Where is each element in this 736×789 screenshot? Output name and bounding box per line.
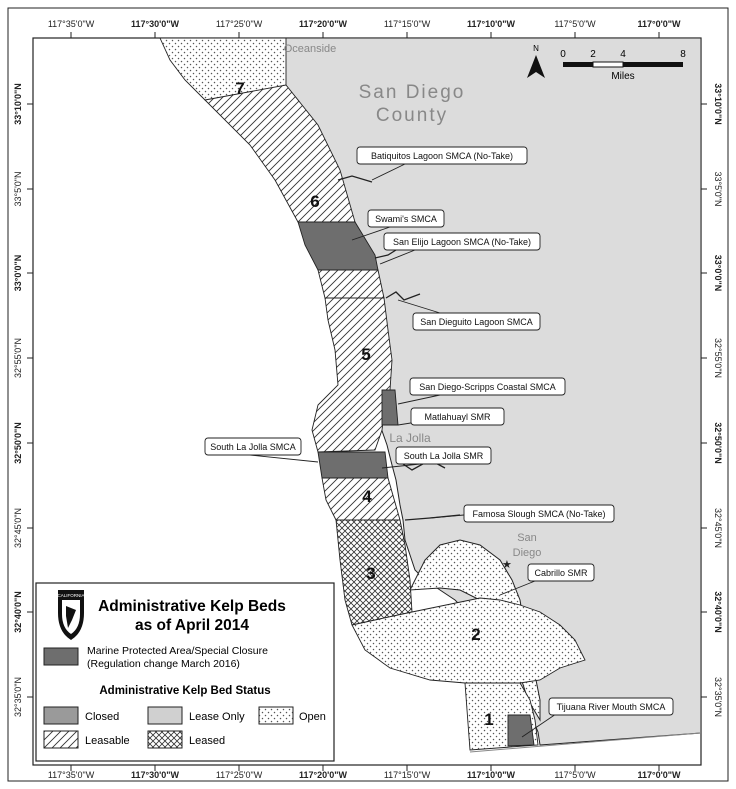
- zone-number-6: 6: [310, 192, 320, 211]
- lease-only-swatch: [148, 707, 182, 724]
- mpa-label-line1: Marine Protected Area/Special Closure: [87, 645, 268, 657]
- mpa-label-line2: (Regulation change March 2016): [87, 658, 240, 670]
- callout-label-9: Cabrillo SMR: [534, 568, 588, 578]
- lon-tick-top-3: 117°20'0"W: [298, 19, 348, 29]
- lon-tick-top-7: 117°0'0"W: [637, 19, 681, 29]
- lat-tick-left-1: 33°5'0"N: [13, 171, 23, 207]
- zone-number-7: 7: [235, 79, 245, 98]
- leasable-label: Leasable: [85, 735, 130, 747]
- lat-tick-right-4: 32°50'0"N: [713, 422, 723, 464]
- callout-label-6: South La Jolla SMCA: [210, 442, 296, 452]
- callout-label-4: San Diego-Scripps Coastal SMCA: [419, 382, 556, 392]
- lon-tick-bottom-2: 117°25'0"W: [215, 770, 263, 780]
- lon-tick-bottom-3: 117°20'0"W: [298, 770, 348, 780]
- lon-tick-top-0: 117°35'0"W: [47, 19, 95, 29]
- lon-tick-top-4: 117°15'0"W: [383, 19, 431, 29]
- scale-tick-8: 8: [680, 49, 686, 60]
- open-label: Open: [299, 711, 326, 723]
- zone-number-5: 5: [361, 345, 371, 364]
- lat-tick-right-3: 32°55'0"N: [713, 337, 723, 379]
- callout-label-7: South La Jolla SMR: [403, 451, 484, 461]
- callout-label-5: Matlahuayl SMR: [424, 412, 491, 422]
- callout-label-0: Batiquitos Lagoon SMCA (No-Take): [370, 151, 514, 161]
- star-icon: ★: [502, 559, 512, 571]
- lat-tick-right-7: 32°35'0"N: [713, 676, 723, 718]
- lat-tick-right-0: 33°10'0"N: [713, 83, 723, 125]
- callout-5: [398, 408, 504, 425]
- north-label: N: [533, 44, 539, 53]
- scale-unit: Miles: [611, 71, 635, 82]
- leasable-swatch: [44, 731, 78, 748]
- lat-tick-right-6: 32°40'0"N: [713, 591, 723, 633]
- lon-tick-bottom-6: 117°5'0"W: [554, 770, 596, 780]
- scale-tick-2: 2: [590, 49, 596, 60]
- oceanside-label: Oceanside: [283, 43, 337, 55]
- open-swatch: [259, 707, 293, 724]
- logo-text: CALIFORNIA: [57, 593, 85, 598]
- lat-tick-left-6: 32°40'0"N: [13, 591, 23, 633]
- san-diego-label-line2: Diego: [512, 547, 542, 559]
- leased-swatch: [148, 731, 182, 748]
- lon-tick-top-6: 117°5'0"W: [554, 19, 596, 29]
- closed-swatch: [44, 707, 78, 724]
- lon-tick-top-2: 117°25'0"W: [215, 19, 263, 29]
- la-jolla-label: La Jolla: [389, 431, 431, 445]
- county-label-line1: San Diego: [358, 82, 466, 103]
- tijuana-smca-area: [508, 715, 534, 746]
- lon-tick-bottom-1: 117°30'0"W: [130, 770, 180, 780]
- lat-tick-left-4: 32°50'0"N: [13, 422, 23, 464]
- san-diego-label-line1: San: [517, 532, 537, 544]
- lat-tick-left-2: 33°0'0"N: [13, 254, 23, 292]
- leased-label: Leased: [189, 735, 226, 747]
- callout-label-10: Tijuana River Mouth SMCA: [556, 702, 666, 712]
- legend: [36, 583, 334, 761]
- scripps-smca-area: [382, 390, 398, 425]
- scale-tick-0: 0: [560, 49, 566, 60]
- mpa-swatch: [44, 648, 78, 665]
- lon-tick-top-1: 117°30'0"W: [130, 19, 180, 29]
- lon-tick-bottom-4: 117°15'0"W: [383, 770, 431, 780]
- callout-label-3: San Dieguito Lagoon SMCA: [420, 317, 533, 327]
- callout-label-2: San Elijo Lagoon SMCA (No-Take): [392, 237, 532, 247]
- lat-tick-right-1: 33°5'0"N: [713, 171, 723, 207]
- lat-tick-right-2: 33°0'0"N: [713, 254, 723, 292]
- lat-tick-right-5: 32°45'0"N: [713, 507, 723, 549]
- lon-tick-bottom-0: 117°35'0"W: [47, 770, 95, 780]
- lat-tick-left-5: 32°45'0"N: [13, 507, 23, 549]
- legend-title-line2: as of April 2014: [134, 617, 250, 634]
- callout-label-1: Swami's SMCA: [375, 214, 437, 224]
- scale-tick-4: 4: [620, 49, 626, 60]
- kelp-bed-6-south: [318, 270, 384, 298]
- lon-tick-bottom-7: 117°0'0"W: [637, 770, 681, 780]
- south-la-jolla-area: [318, 452, 388, 478]
- zone-number-2: 2: [471, 625, 481, 644]
- zone-number-4: 4: [362, 487, 372, 506]
- kelp-bed-4: [322, 478, 400, 520]
- lat-tick-left-0: 33°10'0"N: [13, 83, 23, 125]
- lat-tick-left-3: 32°55'0"N: [13, 337, 23, 379]
- lon-tick-top-5: 117°10'0"W: [466, 19, 516, 29]
- lease-only-label: Lease Only: [189, 711, 245, 723]
- lon-tick-bottom-5: 117°10'0"W: [466, 770, 516, 780]
- callout-label-8: Famosa Slough SMCA (No-Take): [472, 509, 606, 519]
- zone-number-3: 3: [366, 564, 376, 583]
- legend-title-line1: Administrative Kelp Beds: [98, 598, 286, 615]
- lat-tick-left-7: 32°35'0"N: [13, 676, 23, 718]
- status-heading: Administrative Kelp Bed Status: [99, 685, 271, 697]
- county-label-line2: County: [375, 105, 449, 126]
- closed-label: Closed: [85, 711, 120, 723]
- zone-number-1: 1: [484, 710, 494, 729]
